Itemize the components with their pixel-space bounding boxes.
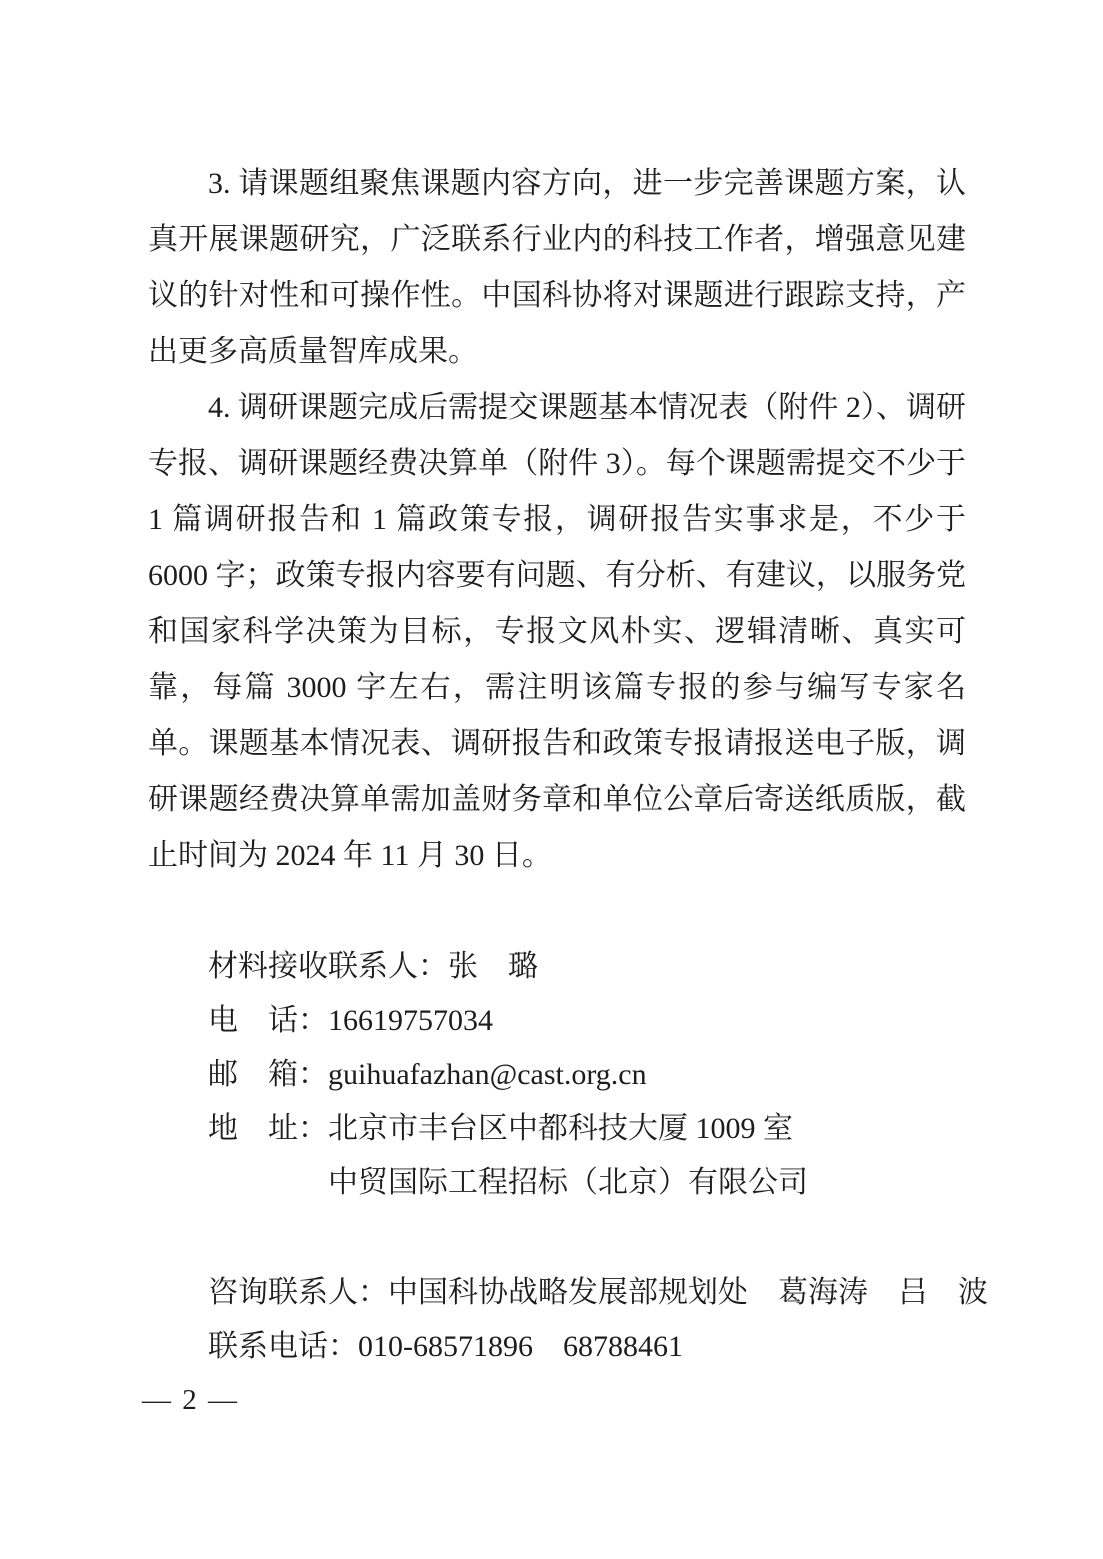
contact-email-address: guihuafazhan@cast.org.cn bbox=[328, 1058, 647, 1091]
contact-phone-number: 16619757034 bbox=[328, 1004, 493, 1037]
document-body bbox=[148, 156, 988, 1374]
page-number-text: — 2 — bbox=[142, 1384, 239, 1416]
consult-phone-line: 联系电话：010-68571896 68788461 bbox=[208, 1330, 683, 1363]
contact-receiver-line bbox=[208, 940, 966, 994]
contact-email-label: 邮 箱： bbox=[208, 1058, 328, 1091]
page-number bbox=[142, 1380, 239, 1420]
contact-address-value: 北京市丰台区中都科技大厦 1009 室 bbox=[328, 1112, 793, 1145]
paragraph-3: 3. 请课题组聚焦课题内容方向，进一步完善课题方案，认真开展课题研究，广泛联系行业内的科技工作者，增强意见建议的针对性和可操作性。中国科协将对课题进行跟踪支持，产出更多高质量智库成果。 bbox=[148, 167, 966, 368]
contact-receiver-label: 材料接收联系人： bbox=[208, 950, 448, 983]
contact-phone-line bbox=[208, 994, 966, 1048]
contact-email-line bbox=[208, 1048, 966, 1102]
contact-address-line-2 bbox=[208, 1156, 966, 1210]
material-contact-block bbox=[148, 940, 966, 1210]
contact-address-label: 地 址： bbox=[208, 1112, 328, 1145]
contact-address-company: 中贸国际工程招标（北京）有限公司 bbox=[328, 1166, 808, 1199]
paragraph-4: 4. 调研课题完成后需提交课题基本情况表（附件 2）、调研专报、调研课题经费决算单（附件 3）。每个课题需提交不少于 1 篇调研报告和 1 篇政策专报，调研报告实事求是，不少于 6000 字；政策专报内容要有问题、有分析、有建议，以服务党和国家科学决策为目标，专报文风朴实、逻辑清晰、真实可靠，每篇 3000 字左右，需注明该篇专报的参与编写专家名单。课题基本情况表、调研报告和政策专报请报送电子版，调研课题经费决算单需加盖财务章和单位公章后寄送纸质版，截止时间为 2024 年 11 月 30 日。 bbox=[148, 391, 966, 872]
contact-phone-label: 电 话： bbox=[208, 1004, 328, 1037]
contact-receiver-name: 张 璐 bbox=[448, 950, 538, 983]
contact-address-line bbox=[208, 1102, 966, 1156]
consult-contact-block bbox=[148, 1266, 988, 1374]
consult-contact-line: 咨询联系人：中国科协战略发展部规划处 葛海涛 吕 波 bbox=[208, 1276, 988, 1309]
